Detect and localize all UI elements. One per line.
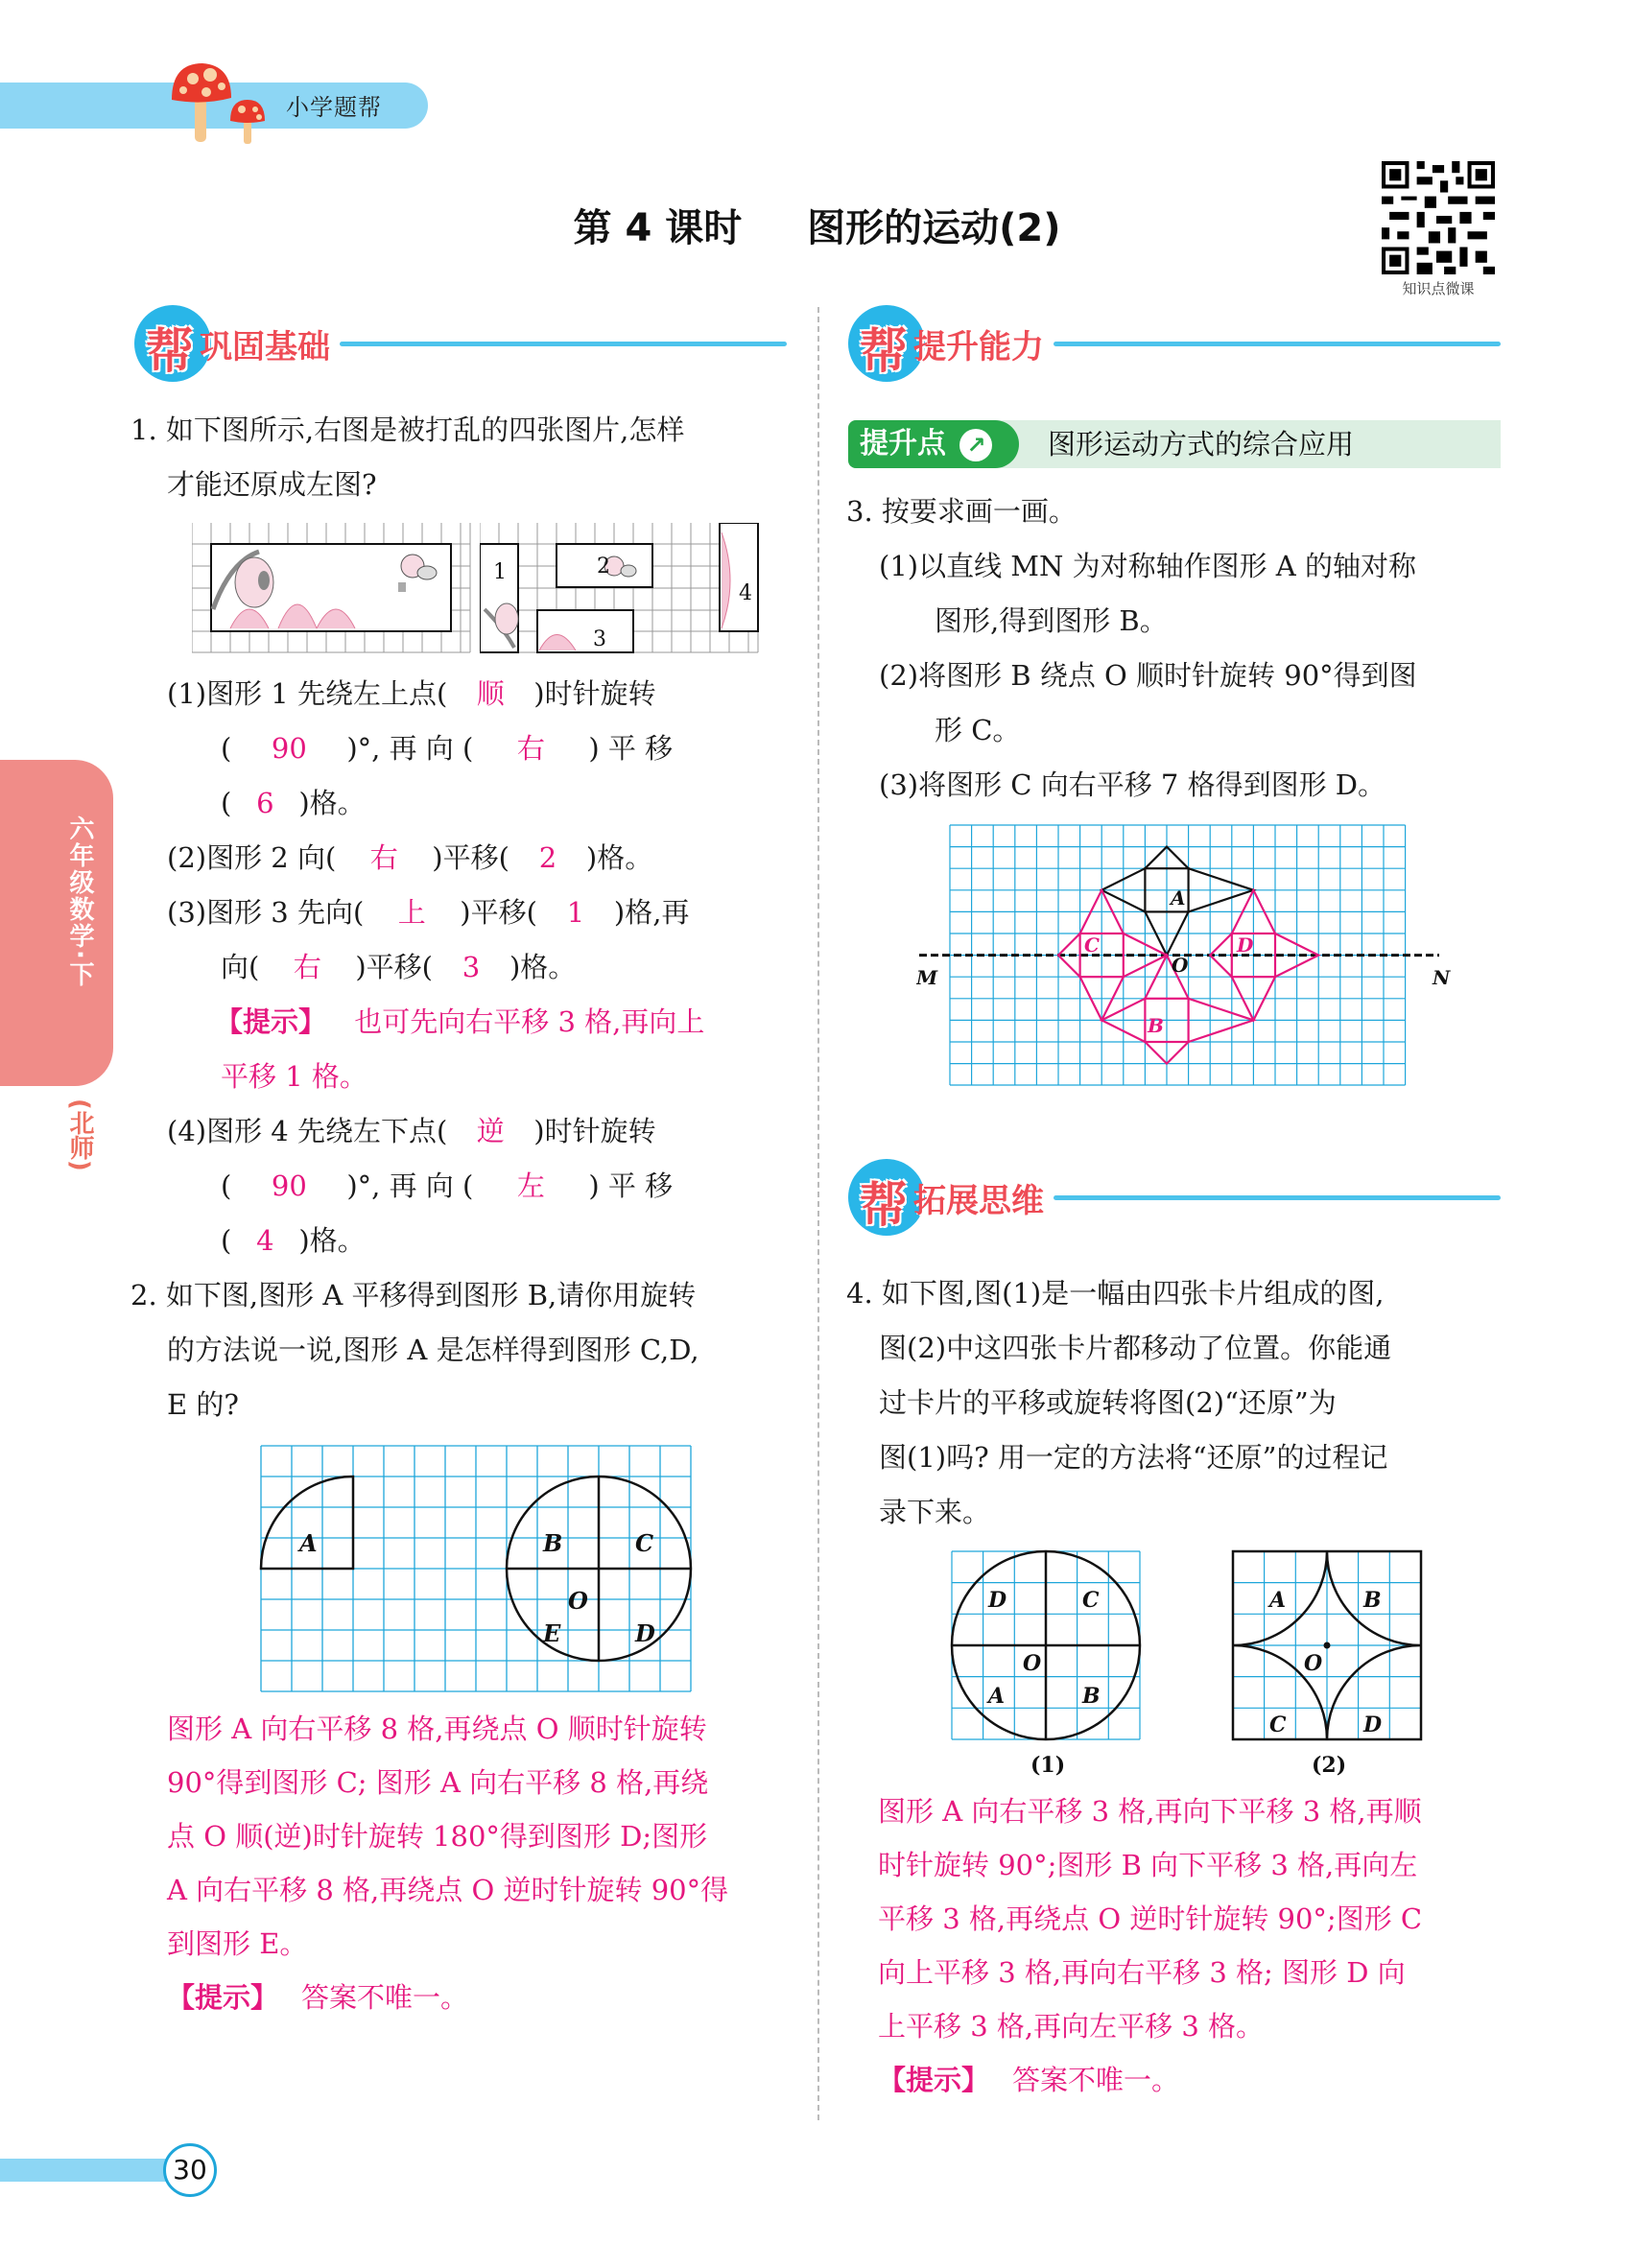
svg-text:M: M bbox=[916, 966, 938, 989]
page-number: 30 bbox=[163, 2143, 217, 2197]
q4-figure-1 bbox=[950, 1549, 1142, 1780]
question-4: 4. 如下图,图(1)是一幅由四张卡片组成的图, 图(2)中这四张卡片都移动了位置。你能通 过卡片的平移或旋转将图(2)“还原”为 图(1)吗? 用一定的方法将“还原”的过程记 录下来。 bbox=[846, 1277, 1392, 1528]
answer-blank[interactable]: 1 bbox=[566, 896, 585, 929]
question-1 bbox=[130, 403, 793, 512]
section-rule bbox=[1054, 342, 1501, 346]
mushroom-icon bbox=[168, 59, 235, 146]
svg-text:N: N bbox=[1433, 966, 1451, 989]
q3-s1: (1)以直线 MN 为对称轴作图形 A 的轴对称 bbox=[879, 550, 1416, 582]
q3-s2: (2)将图形 B 绕点 O 顺时针旋转 90°得到图 bbox=[879, 659, 1417, 692]
q1-s1-line1: (1)图形 1 先绕左上点( 顺 )时针旋转 bbox=[167, 667, 796, 721]
q4-figure-2 bbox=[1231, 1549, 1423, 1780]
answer-blank[interactable]: 90 bbox=[271, 732, 307, 765]
q3-s2-b: 形 C。 bbox=[935, 714, 1021, 746]
section-header-expand bbox=[848, 1159, 1501, 1236]
section-rule bbox=[1054, 1195, 1501, 1200]
column-divider bbox=[817, 307, 819, 2120]
answer-blank[interactable]: 90 bbox=[271, 1169, 307, 1202]
svg-text:B: B bbox=[1148, 1014, 1164, 1037]
answer-blank[interactable]: 上 bbox=[397, 896, 426, 929]
question-3: 3. 按要求画一画。 (1)以直线 MN 为对称轴作图形 A 的轴对称 图形,得到图形 B。 (2)将图形 B 绕点 O 顺时针旋转 90°得到图 形 C。 (3)将图形 C 向右平移 7 格得到图形 D。 bbox=[846, 484, 1508, 813]
q1-s1-line2: ( 90 )°, 再 向 ( 右 ) 平 移 bbox=[167, 721, 796, 776]
answer-blank[interactable]: 2 bbox=[538, 841, 557, 874]
q1-text-2: 才能还原成左图? bbox=[167, 468, 377, 501]
svg-text:D: D bbox=[988, 1588, 1007, 1613]
svg-text:4: 4 bbox=[739, 581, 752, 605]
q1-s1-line3: ( 6 )格。 bbox=[167, 776, 796, 831]
brand-name: 小学题帮 bbox=[286, 94, 382, 121]
lesson-title: 图形的运动(2) bbox=[807, 206, 1061, 250]
q1-shuffled-picture bbox=[480, 523, 768, 657]
answer-blank[interactable]: 右 bbox=[516, 732, 545, 765]
answer-blank[interactable]: 右 bbox=[369, 841, 398, 874]
q1-s4-line3: ( 4 )格。 bbox=[167, 1214, 796, 1268]
svg-text:B: B bbox=[543, 1529, 563, 1557]
improvement-point-badge: 提升点 ↗ bbox=[848, 420, 1019, 468]
q3-grid-figure bbox=[916, 823, 1454, 1092]
q1-s4-line2: ( 90 )°, 再 向 ( 左 ) 平 移 bbox=[167, 1159, 796, 1214]
answer-blank[interactable]: 3 bbox=[462, 951, 481, 983]
svg-text:D: D bbox=[1237, 933, 1254, 957]
svg-text:D: D bbox=[1363, 1713, 1383, 1737]
svg-text:B: B bbox=[1082, 1684, 1101, 1709]
svg-text:C: C bbox=[635, 1529, 654, 1557]
q1-s3-hint-2: 平移 1 格。 bbox=[221, 1060, 367, 1093]
section-badge-icon: 帮 bbox=[848, 305, 925, 382]
q4-answer: 图形 A 向右平移 3 格,再向下平移 3 格,再顺 时针旋转 90°;图形 B 向下平移 3 格,再向左 平移 3 格,再绕点 O 逆时针旋转 90°;图形 C 向上平移 3 格,再向右平移 3 格; 图形 D 向 上平移 3 格,再向左平移 3 格。 【提示】 答案不唯一。 bbox=[878, 1795, 1423, 2096]
svg-text:O: O bbox=[1304, 1651, 1323, 1676]
arrow-up-right-icon: ↗ bbox=[959, 429, 992, 461]
section-title: 提升能力 bbox=[913, 327, 1044, 366]
hint-label: 【提示】 bbox=[878, 2064, 990, 2096]
section-title: 拓展思维 bbox=[913, 1181, 1044, 1220]
answer-blank[interactable]: 逆 bbox=[476, 1115, 505, 1147]
answer-blank[interactable]: 顺 bbox=[476, 677, 505, 710]
improvement-point-text: 图形运动方式的综合应用 bbox=[1048, 428, 1355, 461]
svg-text:O: O bbox=[1023, 1651, 1042, 1676]
q1-number: 1. bbox=[130, 413, 157, 446]
answer-blank[interactable]: 左 bbox=[516, 1169, 545, 1202]
q1-s3-hint: 【提示】 也可先向右平移 3 格,再向上 bbox=[215, 1005, 705, 1038]
q1-text-1: 如下图所示,右图是被打乱的四张图片,怎样 bbox=[165, 413, 685, 446]
svg-text:E: E bbox=[543, 1619, 561, 1647]
q2-text-1: 如下图,图形 A 平移得到图形 B,请你用旋转 bbox=[165, 1279, 697, 1311]
section-rule bbox=[340, 342, 787, 346]
svg-text:C: C bbox=[1084, 933, 1100, 957]
svg-text:A: A bbox=[1171, 886, 1186, 910]
q1-original-picture bbox=[192, 523, 480, 657]
mushroom-small-icon bbox=[228, 96, 267, 146]
q3-s1-b: 图形,得到图形 B。 bbox=[935, 604, 1168, 637]
figure-caption: (1) bbox=[1030, 1753, 1066, 1778]
qr-code-icon[interactable] bbox=[1382, 161, 1495, 274]
figure-caption: (2) bbox=[1312, 1753, 1347, 1778]
svg-text:C: C bbox=[1269, 1713, 1287, 1737]
section-badge-icon: 帮 bbox=[848, 1159, 925, 1236]
svg-text:A: A bbox=[1269, 1588, 1287, 1613]
hint-label: 【提示】 bbox=[167, 1981, 279, 2014]
svg-text:O: O bbox=[568, 1587, 588, 1615]
svg-text:A: A bbox=[299, 1529, 318, 1557]
svg-text:C: C bbox=[1082, 1588, 1100, 1613]
svg-text:B: B bbox=[1363, 1588, 1382, 1613]
q3-s3: (3)将图形 C 向右平移 7 格得到图形 D。 bbox=[879, 768, 1386, 801]
svg-text:O: O bbox=[1172, 954, 1189, 977]
hint-label: 【提示】 bbox=[215, 1005, 327, 1038]
question-2: 2. 如下图,图形 A 平移得到图形 B,请你用旋转 的方法说一说,图形 A 是怎样得到图形 C,D, E 的? bbox=[130, 1268, 793, 1432]
answer-blank[interactable]: 右 bbox=[293, 951, 321, 983]
q2-answer: 图形 A 向右平移 8 格,再绕点 O 顺时针旋转 90°得到图形 C; 图形 A 向右平移 8 格,再绕 点 O 顺(逆)时针旋转 180°得到图形 D;图形 A 向右平移 8 格,再绕点 O 逆时针旋转 90°得 到图形 E。 【提示】 答案不唯一。 bbox=[167, 1713, 729, 2014]
footer-bar bbox=[0, 2159, 173, 2182]
q2-grid-figure bbox=[259, 1444, 693, 1693]
q2-text-3: E 的? bbox=[167, 1388, 239, 1421]
section-header-consolidate bbox=[134, 305, 787, 382]
svg-text:1: 1 bbox=[493, 560, 507, 584]
lesson-label: 第 4 课时 bbox=[573, 206, 743, 250]
q1-s3-line1: (3)图形 3 先向( 上 )平移( 1 )格,再 bbox=[167, 886, 796, 940]
section-title: 巩固基础 bbox=[200, 327, 330, 366]
answer-blank[interactable]: 6 bbox=[256, 787, 274, 819]
q3-title: 按要求画一画。 bbox=[881, 495, 1077, 528]
answer-blank[interactable]: 4 bbox=[256, 1224, 274, 1257]
q2-text-2: 的方法说一说,图形 A 是怎样得到图形 C,D, bbox=[167, 1334, 699, 1366]
edition-label: (北师) bbox=[65, 1099, 94, 1171]
svg-text:3: 3 bbox=[593, 627, 606, 651]
svg-text:A: A bbox=[988, 1684, 1006, 1709]
q1-s4-line1: (4)图形 4 先绕左下点( 逆 )时针旋转 bbox=[167, 1104, 796, 1159]
svg-text:2: 2 bbox=[597, 555, 610, 579]
q1-sub-items bbox=[167, 667, 796, 1268]
svg-text:D: D bbox=[635, 1619, 655, 1647]
qr-caption: 知识点微课 bbox=[1402, 280, 1475, 297]
q1-s3-line2: 向( 右 )平移( 3 )格。 bbox=[167, 940, 796, 995]
section-header-improve bbox=[848, 305, 1501, 382]
section-badge-icon: 帮 bbox=[134, 305, 211, 382]
q1-s2: (2)图形 2 向( 右 )平移( 2 )格。 bbox=[167, 831, 796, 886]
grade-label: 六年级数学·下 bbox=[65, 815, 94, 988]
